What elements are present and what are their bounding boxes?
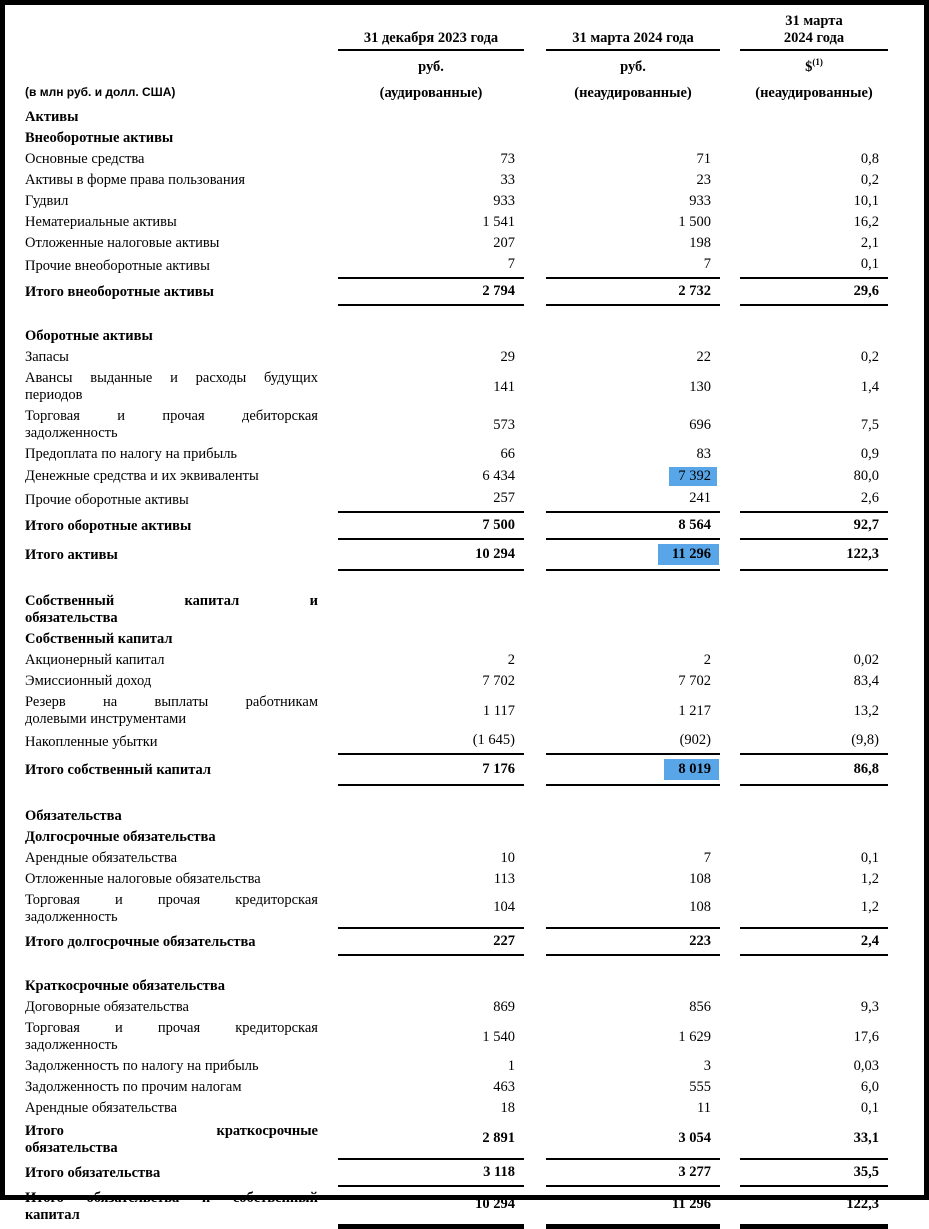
value-cell: 108 — [546, 890, 720, 928]
value-cell: 0,1 — [860, 850, 879, 866]
section-row — [25, 629, 888, 650]
row-label: Итого собственный капитал — [25, 762, 212, 778]
table-row — [25, 488, 888, 512]
row-label: Запасы — [25, 349, 69, 365]
row-label: Эмиссионный доход — [25, 673, 152, 689]
value-cell: 108 — [689, 871, 711, 887]
total-row — [25, 539, 888, 570]
date-label: 31 марта — [785, 13, 843, 29]
section-row — [25, 107, 888, 128]
row-label: Торговая и прочая кредиторская задолженность — [25, 1020, 318, 1053]
total-row — [25, 512, 888, 539]
value-cell: 113 — [493, 871, 515, 887]
value-cell: 66 — [500, 446, 515, 462]
row-label: Внеоборотные активы — [25, 130, 174, 146]
value-cell: 7 — [703, 850, 711, 866]
spacer-row — [25, 305, 888, 326]
spacer-row — [25, 785, 888, 806]
value-cell: 7 702 — [482, 673, 515, 689]
value-cell: 3 — [703, 1058, 711, 1074]
value-cell: 10 — [500, 850, 515, 866]
value-cell: 869 — [493, 999, 515, 1015]
row-label: Торговая и прочая кредиторская задолженность — [25, 892, 318, 925]
row-label: Итого обязательства — [25, 1165, 161, 1181]
row-label: Обязательства — [25, 808, 122, 824]
spacer-row — [25, 570, 888, 591]
section-row — [25, 827, 888, 848]
col-header-audit-2: (неаудированные) — [574, 85, 692, 101]
value-cell: (1 645) — [338, 730, 524, 754]
value-cell: 11 — [697, 1100, 711, 1116]
date-label: 31 декабря 2023 года — [363, 30, 499, 46]
value-cell: 7 702 — [678, 673, 711, 689]
table-row — [25, 730, 888, 754]
value-cell: (902) — [546, 730, 720, 754]
row-label: Итого активы — [25, 547, 118, 563]
value-cell: 6 434 — [482, 468, 515, 484]
table-row — [25, 1077, 888, 1098]
total-row — [25, 1119, 888, 1159]
col-header-currency-3: \$$^{(1)}$ — [805, 57, 823, 75]
value-cell: 1 540 — [482, 1028, 515, 1045]
value-cell: 130 — [689, 378, 711, 395]
balance-sheet-table — [25, 13, 888, 1229]
table-row — [25, 465, 888, 488]
value-cell: 933 — [493, 193, 515, 209]
table-row — [25, 869, 888, 890]
value-cell: 6,0 — [860, 1079, 879, 1095]
row-label: Денежные средства и их эквиваленты — [25, 468, 259, 484]
value-cell: 83,4 — [853, 673, 879, 689]
table-header — [25, 13, 888, 107]
value-cell: 1 — [507, 1058, 515, 1074]
footnote-marker: (1) — [812, 57, 823, 68]
value-cell: 8 564 — [546, 512, 720, 539]
value-cell: 7 500 — [338, 512, 524, 539]
value-cell: 11 296 — [546, 1186, 720, 1226]
value-cell: 0,9 — [860, 446, 879, 462]
row-label: Акционерный капитал — [25, 652, 165, 668]
total-row — [25, 278, 888, 305]
value-cell: 933 — [689, 193, 711, 209]
header-audit-row — [25, 76, 888, 107]
row-label: Краткосрочные обязательства — [25, 978, 225, 994]
col-header-audit-3: (неаудированные) — [755, 85, 873, 101]
table-row — [25, 444, 888, 465]
value-cell: 2 794 — [338, 278, 524, 305]
value-cell: 223 — [546, 928, 720, 955]
row-label: Отложенные налоговые активы — [25, 235, 220, 251]
value-cell: 17,6 — [853, 1028, 879, 1045]
highlighted-value: 11 296 — [658, 544, 719, 565]
row-label: Накопленные убытки — [25, 733, 158, 750]
value-cell: 2 — [703, 652, 711, 668]
total-row — [25, 928, 888, 955]
value-cell: 122,3 — [740, 1186, 888, 1226]
table-body — [25, 107, 888, 1226]
value-cell: 0,2 — [860, 172, 879, 188]
value-cell: 2 — [507, 652, 515, 668]
row-label: Итого оборотные активы — [25, 518, 192, 534]
value-cell: 1,4 — [860, 378, 879, 395]
value-cell: 7 — [546, 254, 720, 278]
row-label: Арендные обязательства — [25, 850, 178, 866]
table-row — [25, 170, 888, 191]
table-row — [25, 1056, 888, 1077]
table-row — [25, 254, 888, 278]
value-cell: 2,1 — [860, 235, 879, 251]
col-header-currency-1: руб. — [418, 59, 444, 75]
table-row — [25, 890, 888, 928]
row-label: Итого обязательства и собственный капитал — [25, 1190, 318, 1223]
row-label: Долгосрочные обязательства — [25, 829, 216, 845]
value-cell: 3 277 — [546, 1159, 720, 1186]
value-cell: 83 — [696, 446, 711, 462]
value-cell: 0,1 — [740, 254, 888, 278]
date-label: 31 марта 2024 года — [572, 30, 694, 46]
section-row — [25, 976, 888, 997]
value-cell: 13,2 — [853, 702, 879, 719]
table-row — [25, 406, 888, 444]
value-cell: 16,2 — [853, 214, 879, 230]
value-cell — [546, 465, 720, 488]
value-cell: 257 — [338, 488, 524, 512]
value-cell: 104 — [338, 890, 524, 928]
value-cell: 2 891 — [338, 1119, 524, 1159]
value-cell: 1 117 — [482, 702, 515, 719]
col-header-date-2 — [546, 13, 720, 50]
col-header-currency-2: руб. — [620, 59, 646, 75]
value-cell: 1 500 — [678, 214, 711, 230]
row-label: Предоплата по налогу на прибыль — [25, 446, 238, 462]
value-cell: 71 — [696, 151, 711, 167]
value-cell: 227 — [338, 928, 524, 955]
total-row — [25, 1159, 888, 1186]
value-cell: 241 — [546, 488, 720, 512]
value-cell: 73 — [500, 151, 515, 167]
value-cell: 207 — [493, 235, 515, 251]
row-label: Торговая и прочая дебиторская задолженность — [25, 408, 318, 441]
value-cell: 18 — [500, 1100, 515, 1116]
value-cell: 29,6 — [740, 278, 888, 305]
row-label: Договорные обязательства — [25, 999, 189, 1015]
row-label: Итого долгосрочные обязательства — [25, 934, 256, 950]
row-label: Задолженность по налогу на прибыль — [25, 1058, 259, 1074]
value-cell: 7 — [338, 254, 524, 278]
value-cell: 1 541 — [482, 214, 515, 230]
value-cell: 696 — [689, 416, 711, 433]
value-cell: 92,7 — [740, 512, 888, 539]
table-row — [25, 997, 888, 1018]
value-cell: 0,1 — [860, 1100, 879, 1116]
row-label: Авансы выданные и расходы будущих периодов — [25, 370, 318, 403]
value-cell — [546, 754, 720, 785]
value-cell: 7,5 — [860, 416, 879, 433]
value-cell: 573 — [493, 416, 515, 433]
date-label-line2: 2024 года — [783, 30, 845, 46]
value-cell: 2,6 — [740, 488, 888, 512]
col-header-date-1 — [338, 13, 524, 50]
value-cell: 1 629 — [678, 1028, 711, 1045]
value-cell: 3 118 — [338, 1159, 524, 1186]
value-cell: 80,0 — [853, 468, 879, 484]
value-cell: 9,3 — [860, 999, 879, 1015]
row-label: Собственный капитал — [25, 631, 173, 647]
value-cell: 35,5 — [740, 1159, 888, 1186]
col-header-audit-1: (аудированные) — [379, 85, 483, 101]
row-label: Отложенные налоговые обязательства — [25, 871, 261, 887]
value-cell: 2,4 — [740, 928, 888, 955]
value-cell: 23 — [696, 172, 711, 188]
value-cell: 10 294 — [338, 1186, 524, 1226]
value-cell: 86,8 — [740, 754, 888, 785]
value-cell: 0,03 — [853, 1058, 879, 1074]
row-label: Итого краткосрочные обязательства — [25, 1123, 318, 1156]
section-row — [25, 326, 888, 347]
value-cell: 0,8 — [860, 151, 879, 167]
value-cell: 10 294 — [338, 539, 524, 570]
value-cell: 463 — [493, 1079, 515, 1095]
value-cell: 2 732 — [546, 278, 720, 305]
table-row — [25, 1018, 888, 1056]
section-row — [25, 128, 888, 149]
header-dates-row — [25, 13, 888, 50]
table-row — [25, 233, 888, 254]
row-label: Прочие внеоборотные активы — [25, 257, 210, 274]
table-row — [25, 671, 888, 692]
value-cell: 29 — [500, 349, 515, 365]
highlighted-value: 7 392 — [669, 467, 717, 486]
value-cell: 0,2 — [860, 349, 879, 365]
row-label: Прочие оборотные активы — [25, 491, 189, 508]
row-label: Резерв на выплаты работникам долевыми инструментами — [25, 694, 318, 727]
value-cell: 122,3 — [740, 539, 888, 570]
value-cell: 33,1 — [740, 1119, 888, 1159]
row-label: Активы — [25, 109, 79, 125]
value-cell: 555 — [689, 1079, 711, 1095]
total-row — [25, 1186, 888, 1226]
row-label: Задолженность по прочим налогам — [25, 1079, 242, 1095]
table-row — [25, 368, 888, 406]
value-cell: 141 — [493, 378, 515, 395]
header-currency-row — [25, 50, 888, 76]
value-cell: 0,02 — [853, 652, 879, 668]
table-row — [25, 1098, 888, 1119]
value-cell: 7 176 — [338, 754, 524, 785]
section-row — [25, 591, 888, 629]
col-header-date-3 — [740, 13, 888, 50]
row-label: Гудвил — [25, 193, 69, 209]
row-label: Активы в форме права пользования — [25, 172, 246, 188]
value-cell: (9,8) — [740, 730, 888, 754]
row-label: Арендные обязательства — [25, 1100, 178, 1116]
value-cell: 1,2 — [740, 890, 888, 928]
total-row — [25, 754, 888, 785]
value-cell: 3 054 — [546, 1119, 720, 1159]
section-row — [25, 806, 888, 827]
row-label: Оборотные активы — [25, 328, 153, 344]
table-row — [25, 692, 888, 730]
value-cell — [546, 539, 720, 570]
highlighted-value: 8 019 — [664, 759, 719, 780]
value-cell: 198 — [689, 235, 711, 251]
value-cell: 22 — [696, 349, 711, 365]
value-cell: 10,1 — [853, 193, 879, 209]
row-label: Основные средства — [25, 151, 145, 167]
row-label: Нематериальные активы — [25, 214, 177, 230]
value-cell: 1 217 — [678, 702, 711, 719]
table-row — [25, 212, 888, 233]
value-cell: 1,2 — [860, 871, 879, 887]
row-label: Итого внеоборотные активы — [25, 284, 214, 300]
header-empty-cell — [25, 13, 328, 50]
table-row — [25, 191, 888, 212]
spacer-row — [25, 955, 888, 976]
table-row — [25, 848, 888, 869]
table-row — [25, 650, 888, 671]
table-row — [25, 149, 888, 170]
value-cell: 856 — [689, 999, 711, 1015]
row-label: Собственный капитал и обязательства — [25, 593, 318, 626]
units-note: (в млн руб. и долл. США) — [25, 85, 176, 99]
value-cell: 33 — [500, 172, 515, 188]
table-row — [25, 347, 888, 368]
